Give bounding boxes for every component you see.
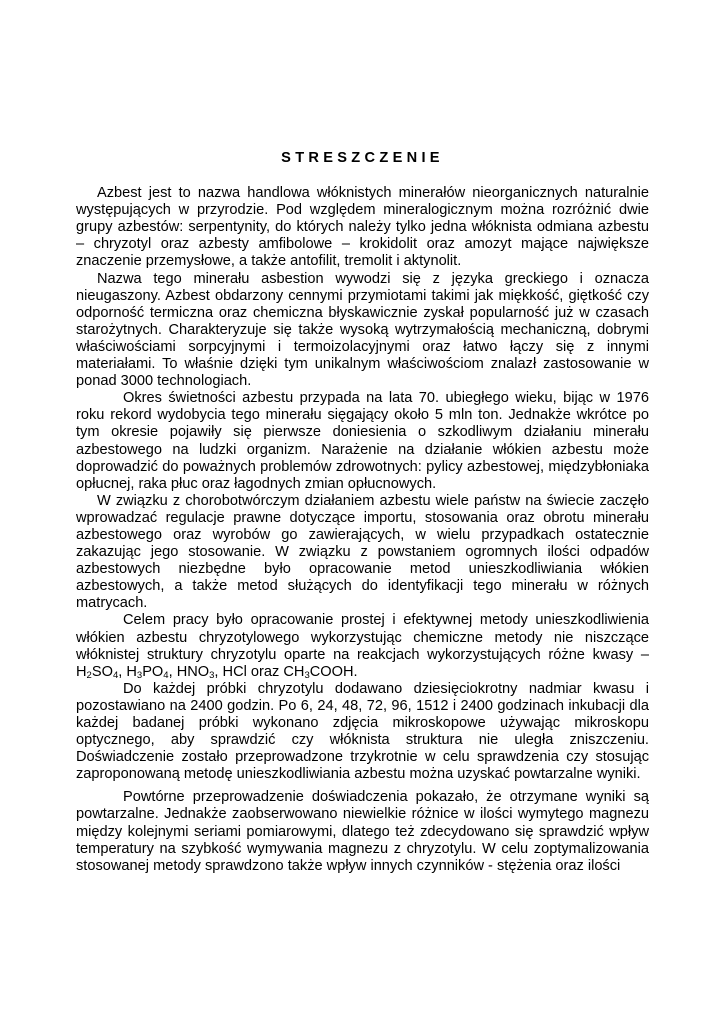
acid-formula-list bbox=[76, 664, 358, 680]
paragraph-1: Azbest jest to nazwa handlowa włóknistych minerałów nieorganicznych naturalnie występujących w przyrodzie. Pod względem mineralogicznym można rozróżnić dwie grupy azbestów: serpentynity, do których należy tylko jedna włóknista odmiana azbestu – chryzotyl oraz azbesty amfibolowe – krokidolit oraz amozyt mające największe znaczenie przemysłowe, a także antofilit, tremolit i aktynolit. bbox=[76, 185, 649, 270]
acid-separator: , HCl oraz bbox=[214, 663, 284, 680]
acid-h2so4-part: H bbox=[76, 663, 87, 680]
acid-h3po4-sub: 3 bbox=[136, 669, 143, 681]
acid-separator: , bbox=[168, 663, 177, 680]
acid-ch3cooh-part: COOH. bbox=[309, 663, 358, 680]
paragraph-6: Do każdej próbki chryzotylu dodawano dziesięciokrotny nadmiar kwasu i pozostawiano na 2400 godzin. Po 6, 24, 48, 72, 96, 1512 i 2400 godzinach inkubacji dla każdej badanej próbki wykonano zdjęcia mikroskopowe używając mikroskopu optycznego, aby sprawdzić czy włóknista struktura nie uległa zniszczeniu. Doświadczenie zostało przeprowadzone trzykrotnie w celu sprawdzenia czy stosując zaproponowaną metodę unieszkodliwiania azbestu można uzyskać powtarzalne wyniki. bbox=[76, 680, 649, 783]
paragraph-5 bbox=[76, 612, 649, 680]
acid-h3po4-part: H bbox=[126, 663, 137, 680]
paragraph-3: Okres świetności azbestu przypada na lata 70. ubiegłego wieku, bijąc w 1976 roku rekord wydobycia tego minerału sięgający około 5 mln ton. Jednakże wkrótce po tym okresie pojawiły się pierwsze doniesienia o szkodliwym działaniu minerału azbestowego na ludzki organizm. Narażenie na działanie włókien azbestu może doprowadzić do poważnych problemów zdrowotnych: pylicy azbestowej, międzybłoniaka opłucnej, raka płuc oraz łagodnych zmian opłucnowych. bbox=[76, 390, 649, 492]
paragraph-5-text: Celem pracy było opracowanie prostej i efektywnej metody unieszkodliwienia włókien azbestu chryzotylowego wykorzystując chemiczne metody nie niszczące włóknistej struktury chryzotylu oparte na reakcjach wykorzystujących różne kwasy – bbox=[76, 612, 649, 663]
acid-h3po4-part: PO bbox=[142, 663, 164, 680]
paragraph-7: Powtórne przeprowadzenie doświadczenia pokazało, że otrzymane wyniki są powtarzalne. Jednakże zaobserwowano niewielkie różnice w ilości wymytego magnezu między kolejnymi seriami pomiarowymi, dlatego też zdecydowano się sprawdzić wpływ temperatury na szybkość wymywania magnezu z chryzotylu. W celu zoptymalizowania stosowanej metody sprawdzono także wpływ innych czynników - stężenia oraz ilości bbox=[76, 789, 649, 874]
acid-hno3-sub: 3 bbox=[209, 669, 215, 681]
paragraph-2: Nazwa tego minerału asbestion wywodzi się z języka greckiego i oznacza nieugaszony. Azbest obdarzony cennymi przymiotami takimi jak miękkość, giętkość czy odporność termiczna oraz chemiczna błyskawicznie zyskał popularność już w czasach starożytnych. Charakteryzuje się także wysoką wytrzymałością mechaniczną, dobrymi właściwościami sorpcyjnymi i termoizolacyjnymi oraz łatwo łączy się z innymi materiałami. To właśnie dzięki tym unikalnym właściwościom znalazł zastosowanie w ponad 3000 technologiach. bbox=[76, 270, 649, 390]
acid-h2so4-sub: 4 bbox=[112, 669, 119, 681]
acid-h2so4-part: SO bbox=[91, 663, 113, 680]
acid-ch3cooh-part: CH bbox=[283, 663, 305, 680]
acid-separator: , bbox=[118, 663, 127, 680]
acid-ch3cooh-sub: 3 bbox=[304, 669, 310, 681]
document-page bbox=[76, 150, 649, 875]
acid-h2so4-sub: 2 bbox=[86, 669, 92, 681]
paragraph-4: W związku z chorobotwórczym działaniem azbestu wiele państw na świecie zaczęło wprowadzać regulacje prawne dotyczące importu, stosowania oraz obrotu minerału azbestowego oraz wyrobów go zawierających, w wielu przypadkach ostatecznie zakazując jego stosowanie. W związku z powstaniem ogromnych ilości odpadów azbestowych niezbędne było opracowanie metod unieszkodliwiania włókien azbestowych, a także metod służących do identyfikacji tego minerału w różnych matrycach. bbox=[76, 492, 649, 612]
acid-h3po4-sub: 4 bbox=[163, 669, 169, 681]
page-title: STRESZCZENIE bbox=[281, 150, 444, 166]
acid-hno3-part: HNO bbox=[176, 663, 210, 680]
